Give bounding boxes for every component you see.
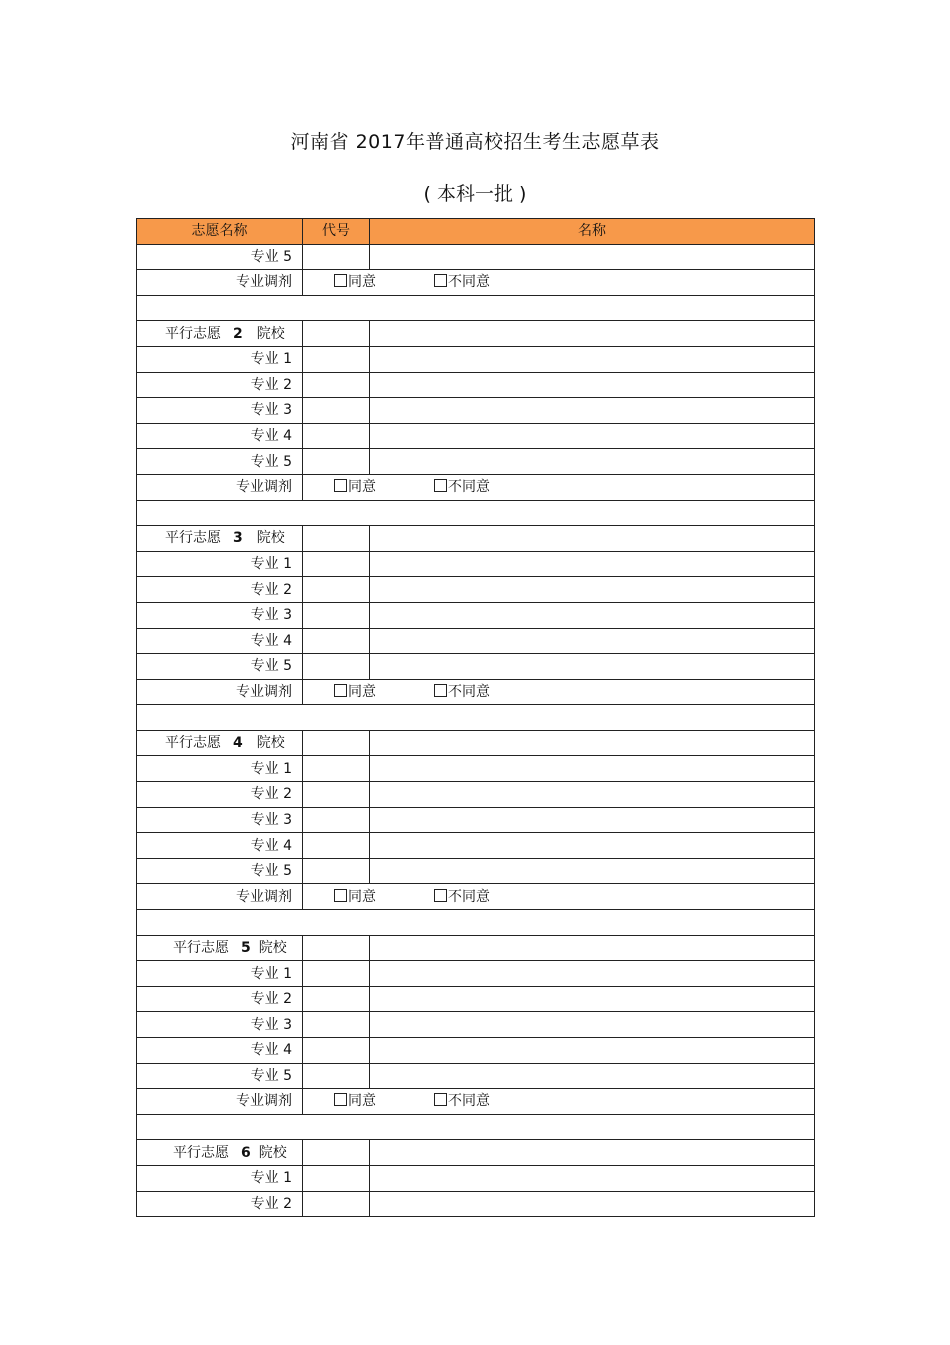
code-cell[interactable] <box>303 858 370 884</box>
name-cell[interactable] <box>370 730 815 756</box>
name-cell[interactable] <box>370 577 815 603</box>
adjust-label: 专业调剂 <box>137 1089 303 1115</box>
adjust-label: 专业调剂 <box>137 679 303 705</box>
name-cell[interactable] <box>370 628 815 654</box>
name-cell[interactable] <box>370 1038 815 1064</box>
name-cell[interactable] <box>370 449 815 475</box>
adjust-options <box>303 679 815 705</box>
name-cell[interactable] <box>370 756 815 782</box>
name-cell[interactable] <box>370 321 815 347</box>
volunteer-school-row <box>137 730 815 756</box>
code-cell[interactable] <box>303 526 370 552</box>
code-cell[interactable] <box>303 935 370 961</box>
code-cell[interactable] <box>303 833 370 859</box>
major-label: 专业 5 <box>137 244 303 270</box>
spacer-row <box>137 705 815 731</box>
major-row <box>137 833 815 859</box>
spacer-cell <box>137 1114 815 1140</box>
volunteer-school-label <box>137 730 303 756</box>
agree-option[interactable] <box>334 1089 434 1113</box>
spacer-row <box>137 1114 815 1140</box>
adjust-options <box>303 270 815 296</box>
code-cell[interactable] <box>303 654 370 680</box>
major-label: 专业 3 <box>137 1012 303 1038</box>
major-row <box>137 577 815 603</box>
disagree-option[interactable] <box>434 680 490 704</box>
major-label: 专业 2 <box>137 782 303 808</box>
major-label: 专业 1 <box>137 551 303 577</box>
header-volunteer-name: 志愿名称 <box>137 219 303 245</box>
volunteer-school-row <box>137 526 815 552</box>
major-row <box>137 1012 815 1038</box>
major-row <box>137 346 815 372</box>
name-cell[interactable] <box>370 961 815 987</box>
major-row <box>137 986 815 1012</box>
major-label: 专业 3 <box>137 602 303 628</box>
adjust-row <box>137 270 815 296</box>
major-row <box>137 423 815 449</box>
agree-label: 同意 <box>348 479 376 496</box>
volunteer-number: 2 <box>233 325 243 342</box>
volunteer-prefix: 平行志愿 <box>173 1144 229 1161</box>
code-cell[interactable] <box>303 449 370 475</box>
adjust-row <box>137 679 815 705</box>
volunteer-form-table <box>136 218 815 1217</box>
major-label: 专业 2 <box>137 1191 303 1217</box>
agree-checkbox[interactable] <box>334 889 347 902</box>
volunteer-prefix: 平行志愿 <box>165 325 221 342</box>
name-cell[interactable] <box>370 1063 815 1089</box>
form-table-body <box>137 219 815 1217</box>
volunteer-prefix: 平行志愿 <box>165 735 221 752</box>
name-cell[interactable] <box>370 782 815 808</box>
volunteer-suffix: 院校 <box>258 1144 287 1161</box>
major-row <box>137 628 815 654</box>
code-cell[interactable] <box>303 398 370 424</box>
major-label: 专业 4 <box>137 1038 303 1064</box>
disagree-option[interactable] <box>434 1089 490 1113</box>
adjust-row <box>137 474 815 500</box>
name-cell[interactable] <box>370 1012 815 1038</box>
code-cell[interactable] <box>303 244 370 270</box>
code-cell[interactable] <box>303 730 370 756</box>
adjust-options <box>303 474 815 500</box>
disagree-label: 不同意 <box>448 274 490 291</box>
name-cell[interactable] <box>370 346 815 372</box>
adjust-label: 专业调剂 <box>137 270 303 296</box>
major-label: 专业 1 <box>137 756 303 782</box>
major-label: 专业 4 <box>137 833 303 859</box>
volunteer-suffix: 院校 <box>256 735 285 752</box>
adjust-row <box>137 1089 815 1115</box>
form-title: 河南省 2017年普通高校招生考生志愿草表 <box>290 131 660 153</box>
spacer-cell <box>137 500 815 526</box>
major-label: 专业 1 <box>137 961 303 987</box>
major-row <box>137 449 815 475</box>
agree-checkbox[interactable] <box>334 1093 347 1106</box>
code-cell[interactable] <box>303 1012 370 1038</box>
code-cell[interactable] <box>303 577 370 603</box>
agree-label: 同意 <box>348 888 376 905</box>
major-label: 专业 3 <box>137 807 303 833</box>
spacer-cell <box>137 295 815 321</box>
volunteer-suffix: 院校 <box>256 530 285 547</box>
volunteer-prefix: 平行志愿 <box>173 939 229 956</box>
agree-label: 同意 <box>348 274 376 291</box>
adjust-row <box>137 884 815 910</box>
name-cell[interactable] <box>370 858 815 884</box>
volunteer-prefix: 平行志愿 <box>165 530 221 547</box>
name-cell[interactable] <box>370 654 815 680</box>
major-row <box>137 1063 815 1089</box>
disagree-checkbox[interactable] <box>434 684 447 697</box>
name-cell[interactable] <box>370 807 815 833</box>
name-cell[interactable] <box>370 935 815 961</box>
adjust-options <box>303 884 815 910</box>
form-subtitle: ( 本科一批 ) <box>423 183 527 205</box>
volunteer-school-label <box>137 1140 303 1166</box>
major-row <box>137 858 815 884</box>
disagree-checkbox[interactable] <box>434 274 447 287</box>
major-label: 专业 5 <box>137 1063 303 1089</box>
major-label: 专业 4 <box>137 423 303 449</box>
volunteer-number: 5 <box>241 939 251 956</box>
code-cell[interactable] <box>303 372 370 398</box>
name-cell[interactable] <box>370 398 815 424</box>
spacer-cell <box>137 910 815 936</box>
code-cell[interactable] <box>303 756 370 782</box>
code-cell[interactable] <box>303 628 370 654</box>
major-row <box>137 1165 815 1191</box>
name-cell[interactable] <box>370 551 815 577</box>
header-code: 代号 <box>303 219 370 245</box>
major-label: 专业 1 <box>137 346 303 372</box>
code-cell[interactable] <box>303 1191 370 1217</box>
volunteer-suffix: 院校 <box>258 939 287 956</box>
code-cell[interactable] <box>303 807 370 833</box>
name-cell[interactable] <box>370 1165 815 1191</box>
volunteer-number: 3 <box>233 530 243 547</box>
code-cell[interactable] <box>303 1038 370 1064</box>
major-row <box>137 244 815 270</box>
volunteer-school-row <box>137 935 815 961</box>
volunteer-suffix: 院校 <box>256 325 285 342</box>
code-cell[interactable] <box>303 602 370 628</box>
name-cell[interactable] <box>370 372 815 398</box>
major-row <box>137 1191 815 1217</box>
code-cell[interactable] <box>303 782 370 808</box>
adjust-options <box>303 1089 815 1115</box>
major-label: 专业 3 <box>137 398 303 424</box>
major-label: 专业 2 <box>137 372 303 398</box>
disagree-option[interactable] <box>434 270 490 294</box>
major-row <box>137 961 815 987</box>
disagree-label: 不同意 <box>448 683 490 700</box>
name-cell[interactable] <box>370 833 815 859</box>
code-cell[interactable] <box>303 321 370 347</box>
major-row <box>137 372 815 398</box>
name-cell[interactable] <box>370 986 815 1012</box>
agree-label: 同意 <box>348 1093 376 1110</box>
major-row <box>137 807 815 833</box>
code-cell[interactable] <box>303 346 370 372</box>
disagree-checkbox[interactable] <box>434 889 447 902</box>
spacer-row <box>137 295 815 321</box>
name-cell[interactable] <box>370 526 815 552</box>
major-row <box>137 756 815 782</box>
major-row <box>137 602 815 628</box>
agree-label: 同意 <box>348 683 376 700</box>
volunteer-school-row <box>137 321 815 347</box>
table-header-row <box>137 219 815 245</box>
disagree-label: 不同意 <box>448 479 490 496</box>
agree-option[interactable] <box>334 475 434 499</box>
code-cell[interactable] <box>303 1063 370 1089</box>
major-label: 专业 5 <box>137 654 303 680</box>
volunteer-school-label <box>137 935 303 961</box>
major-row <box>137 398 815 424</box>
major-row <box>137 654 815 680</box>
agree-checkbox[interactable] <box>334 479 347 492</box>
spacer-cell <box>137 705 815 731</box>
major-label: 专业 2 <box>137 986 303 1012</box>
adjust-label: 专业调剂 <box>137 474 303 500</box>
disagree-label: 不同意 <box>448 1093 490 1110</box>
volunteer-school-label <box>137 321 303 347</box>
major-label: 专业 2 <box>137 577 303 603</box>
disagree-option[interactable] <box>434 475 490 499</box>
name-cell[interactable] <box>370 244 815 270</box>
agree-checkbox[interactable] <box>334 684 347 697</box>
name-cell[interactable] <box>370 1191 815 1217</box>
major-label: 专业 4 <box>137 628 303 654</box>
agree-checkbox[interactable] <box>334 274 347 287</box>
major-label: 专业 5 <box>137 858 303 884</box>
agree-option[interactable] <box>334 680 434 704</box>
disagree-option[interactable] <box>434 885 490 909</box>
major-row <box>137 782 815 808</box>
agree-option[interactable] <box>334 270 434 294</box>
code-cell[interactable] <box>303 961 370 987</box>
volunteer-number: 4 <box>233 735 243 752</box>
code-cell[interactable] <box>303 1140 370 1166</box>
major-label: 专业 5 <box>137 449 303 475</box>
name-cell[interactable] <box>370 423 815 449</box>
name-cell[interactable] <box>370 602 815 628</box>
disagree-label: 不同意 <box>448 888 490 905</box>
code-cell[interactable] <box>303 423 370 449</box>
disagree-checkbox[interactable] <box>434 1093 447 1106</box>
spacer-row <box>137 500 815 526</box>
major-label: 专业 1 <box>137 1165 303 1191</box>
adjust-label: 专业调剂 <box>137 884 303 910</box>
spacer-row <box>137 910 815 936</box>
volunteer-school-row <box>137 1140 815 1166</box>
code-cell[interactable] <box>303 986 370 1012</box>
major-row <box>137 551 815 577</box>
name-cell[interactable] <box>370 1140 815 1166</box>
disagree-checkbox[interactable] <box>434 479 447 492</box>
header-name: 名称 <box>370 219 815 245</box>
code-cell[interactable] <box>303 1165 370 1191</box>
major-row <box>137 1038 815 1064</box>
volunteer-school-label <box>137 526 303 552</box>
agree-option[interactable] <box>334 885 434 909</box>
volunteer-number: 6 <box>241 1144 251 1161</box>
code-cell[interactable] <box>303 551 370 577</box>
